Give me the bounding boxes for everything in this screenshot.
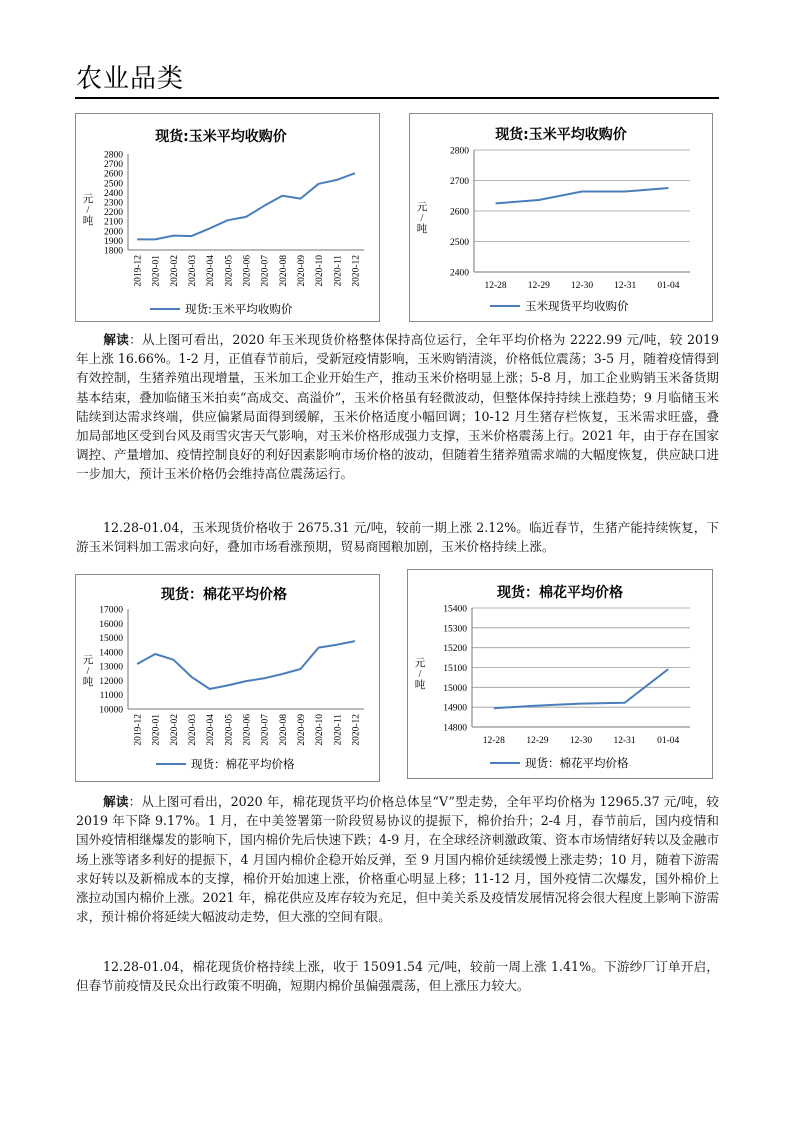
y-axis-unit [417,201,428,235]
series-line [137,173,355,239]
x-tick-label: 2020-06 [242,714,253,746]
y-tick-label: 13000 [99,662,123,673]
y-tick-label: 2500 [450,238,469,248]
x-tick-label: 2020-01 [151,714,162,746]
cotton-weekly-paragraph [76,957,719,995]
y-tick-label: 2800 [104,150,123,161]
analysis-label: 解读 [103,332,130,347]
x-tick-label: 2020-04 [206,255,217,287]
series-line [496,188,669,203]
series-line [137,641,355,689]
y-axis-unit-char: / [86,205,90,216]
y-axis-unit-char: / [418,669,422,680]
x-tick-label: 12-28 [484,281,507,291]
x-tick-label: 2020-08 [278,255,289,287]
analysis-text: ：从上图可看出，2020 年玉米现货价格整体保持高位运行，全年平均价格为 2222.99 元/吨，较 2019 年上涨 16.66%。1-2 月，正值春节前后，受新冠疫情影响，玉米购销清淡，价格低位震荡；3-5 月，随着疫情得到有效控制，生猪养殖出现增量，玉米加工企业开始生产，推动玉米价格明显上涨；5-8 月，加工企业购销玉米备货期基本结束，叠加临储玉米拍卖“高成交、高溢价”，玉米价格虽有轻微波动，但整体保持持续上涨趋势；9 月临储玉米陆续到达需求终端，供应偏紧局面得到缓解，玉米价格适度小幅回调；10-12 月生猪存栏恢复，玉米需求旺盛，叠加局部地区受到台风及雨雪灾害天气影响，对玉米价格形成强力支撑，玉米价格震荡上行。2021 年，由于存在国家调控、产量增加、疫情控制良好的利好因素影响市场价格的波动，但随着生猪养殖需求端的大幅度恢复，供应缺口进一步加大，预计玉米价格仍会维持高位震荡运行。 [76,332,720,482]
x-tick-label: 2020-06 [242,255,253,287]
y-tick-label: 2700 [450,177,469,187]
y-axis-unit-char: 元 [82,194,94,205]
y-axis-unit-char: 元 [414,658,426,669]
y-tick-label: 2600 [450,207,469,218]
y-tick-label: 1800 [104,246,123,257]
title-divider [75,97,719,99]
x-tick-label: 2019-12 [133,714,144,746]
x-tick-label: 2020-10 [315,714,326,746]
y-tick-label: 2400 [104,188,123,199]
y-tick-label: 14900 [443,703,467,714]
x-tick-label: 2020-08 [278,714,289,746]
y-tick-label: 2100 [104,217,123,228]
y-tick-label: 10000 [99,705,123,716]
x-tick-label: 2020-05 [224,255,235,287]
y-tick-label: 14800 [443,723,467,734]
x-tick-label: 2020-10 [315,255,326,287]
series-line [494,669,668,708]
chart-title: 现货：棉花平均价格 [497,585,623,601]
x-tick-label: 2020-12 [351,255,362,287]
y-tick-label: 15000 [99,634,123,645]
x-tick-label: 2020-07 [260,255,271,287]
x-tick-label: 2020-09 [296,255,307,287]
legend-label: 现货：棉花平均价格 [525,756,629,770]
corn-annual-chart-svg [76,114,379,321]
y-tick-label: 14000 [99,648,123,659]
y-axis-unit-char: 元 [416,202,428,213]
legend-label: 现货:玉米平均收购价 [185,302,293,316]
x-tick-label: 2020-01 [151,255,162,287]
y-tick-label: 2400 [450,268,469,279]
x-tick-label: 2020-03 [188,255,199,287]
y-tick-label: 2200 [104,208,123,219]
x-tick-label: 12-28 [482,736,505,746]
x-tick-label: 2020-03 [188,714,199,746]
y-axis-unit-char: / [86,666,90,677]
y-tick-label: 2000 [104,227,123,238]
y-tick-label: 12000 [99,676,123,687]
y-tick-label: 2300 [104,198,123,209]
y-tick-label: 17000 [99,605,123,616]
y-tick-label: 2500 [104,179,123,190]
y-tick-label: 2700 [104,160,123,171]
x-tick-label: 2020-05 [224,714,235,746]
x-tick-label: 12-31 [613,736,636,746]
x-tick-label: 12-31 [614,281,637,291]
chart-title: 现货:玉米平均收购价 [155,129,287,145]
page-title: 农业品类 [76,64,185,94]
y-axis-unit-char: 吨 [416,224,428,235]
y-tick-label: 15300 [443,624,467,635]
cotton-annual-chart [75,574,380,782]
y-tick-label: 15100 [443,664,467,674]
y-tick-label: 2600 [104,169,123,180]
x-tick-label: 2020-11 [333,714,344,746]
cotton-weekly-chart [407,569,713,779]
x-tick-label: 2019-12 [133,255,144,287]
y-axis-unit-char: 吨 [82,677,94,688]
corn-weekly-chart [409,113,713,322]
x-tick-label: 12-29 [527,281,550,291]
chart-title: 现货：棉花平均价格 [161,587,287,603]
y-tick-label: 15400 [443,604,467,615]
x-tick-label: 2020-07 [260,714,271,746]
y-axis-unit [415,657,426,691]
y-tick-label: 16000 [99,619,123,630]
y-axis-unit [83,193,94,227]
corn-analysis-paragraph [76,330,719,484]
y-axis-unit-char: 吨 [82,216,94,227]
x-tick-label: 2020-04 [206,714,217,746]
weekly-text: 12.28-01.04，玉米现货价格收于 2675.31 元/吨，较前一期上涨 2.12%。临近春节，生猪产能持续恢复，下游玉米饲料加工需求向好，叠加市场看涨预期，贸易商囤粮加剧，玉米价格持续上涨。 [76,520,719,555]
x-tick-label: 12-30 [570,281,594,291]
y-tick-label: 2800 [450,146,469,157]
y-axis-unit [83,654,94,688]
corn-weekly-chart-svg [410,114,712,321]
analysis-label: 解读 [103,794,129,809]
chart-title: 现货:玉米平均收购价 [495,127,627,143]
legend-label: 玉米现货平均收购价 [525,299,629,313]
x-tick-label: 2020-11 [333,255,344,287]
y-axis-unit-char: 元 [82,655,94,666]
y-axis-unit-char: 吨 [414,680,426,691]
cotton-weekly-chart-svg [408,570,712,778]
x-tick-label: 01-04 [657,736,680,746]
analysis-text: ：从上图可看出，2020 年，棉花现货平均价格总体呈“V”型走势，全年平均价格为 12965.37 元/吨，较 2019 年下降 9.17%。1 月，在中美签署第一阶段贸易协议的提振下，棉价抬升；2-4 月，春节前后，国内疫情和国外疫情相继爆发的影响下，国内棉价先后快速下跌；4-9 月，在全球经济刺激政策、资本市场情绪好转以及金融市场上涨等诸多利好的提振下，4 月国内棉价企稳开始反弹，至 9 月国内棉价延续缓慢上涨走势；10 月，随着下游需求好转以及新棉成本的支撑，棉价开始加速上涨，价格重心明显上移；11-12 月，国外疫情二次爆发，国外棉价上涨拉动国内棉价上涨。2021 年，棉花供应及库存较为充足，但中美关系及疫情发展情况将会很大程度上影响下游需求，预计棉价将延续大幅波动走势，但大涨的空间有限。 [76,794,720,925]
corn-annual-chart [75,113,380,322]
y-tick-label: 11000 [99,691,123,702]
y-axis-unit-char: / [420,213,424,224]
y-tick-label: 15000 [443,683,467,694]
x-tick-label: 2020-02 [169,714,180,746]
cotton-annual-chart-svg [76,575,379,781]
weekly-text: 12.28-01.04，棉花现货价格持续上涨，收于 15091.54 元/吨，较前一周上涨 1.41%。下游纱厂订单开启，但春节前疫情及民众出行政策不明确，短期内棉价虽偏强震荡，但上涨压力较大。 [76,959,719,994]
x-tick-label: 2020-12 [351,714,362,746]
y-tick-label: 15200 [443,644,467,655]
legend-label: 现货：棉花平均价格 [191,757,295,771]
y-tick-label: 1900 [104,236,123,247]
x-tick-label: 2020-09 [296,714,307,746]
x-tick-label: 12-29 [526,736,549,746]
cotton-analysis-paragraph [76,792,719,926]
x-tick-label: 12-30 [569,736,593,746]
x-tick-label: 2020-02 [169,255,180,287]
x-tick-label: 01-04 [657,281,680,291]
corn-weekly-paragraph [76,518,719,556]
